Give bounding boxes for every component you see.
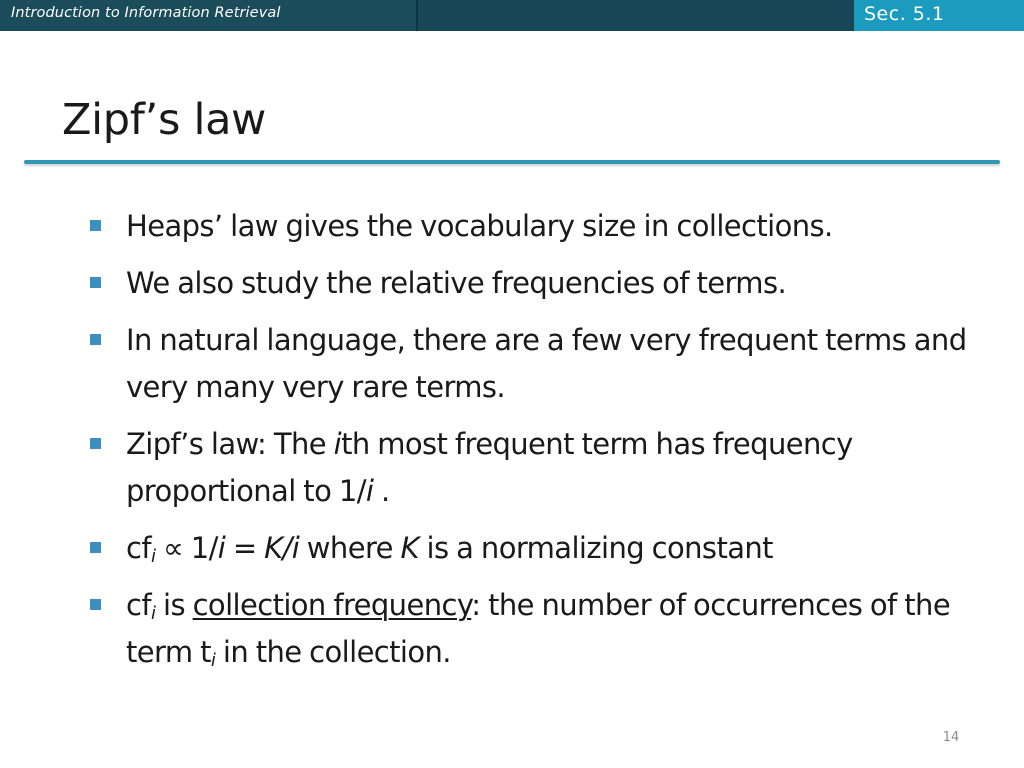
bullet-text-part: : the number of occurrences of the term t [126,588,951,669]
bullet-text-part: cf [126,531,151,565]
square-bullet-icon [90,334,101,345]
section-tag [854,0,1024,31]
underlined-term: collection frequency [192,588,472,622]
bullet-item-relative-frequencies [88,260,988,307]
bullet-item-collection-frequency [88,582,988,676]
bullet-text-italic: K [400,531,419,565]
bullet-item-heaps [88,203,988,250]
bullet-text-part: where [299,531,401,565]
bullet-text: In natural language, there are a few very frequent terms and very many very rare terms. [126,323,967,404]
bullet-text: We also study the relative frequencies of terms. [126,266,787,300]
header-band-middle [418,0,854,31]
bullet-item-formula [88,525,988,572]
slide-title: Zipf’s law [62,95,267,145]
bullet-text-part: cf [126,588,151,622]
page-number: 14 [942,730,960,745]
bullet-text-part: in the collection. [215,635,451,669]
course-title: Introduction to Information Retrieval [11,5,281,21]
bullet-text-part: . [373,474,390,508]
section-tag-label: Sec. 5.1 [864,3,945,25]
bullet-text-part: th most frequent term has frequency proportional to 1/ [126,427,853,508]
bullet-text-italic: i [333,427,342,461]
bullet-item-natural-language [88,317,988,411]
square-bullet-icon [90,542,101,553]
bullet-text: Heaps’ law gives the vocabulary size in collections. [126,209,833,243]
bullet-text-part: is [155,588,193,622]
bullet-text-italic: i [365,474,374,508]
bullet-text-part: Zipf’s law: The [126,427,334,461]
title-divider [24,160,1000,164]
bullet-item-zipfs-law [88,421,988,515]
square-bullet-icon [90,277,101,288]
header-band [0,0,1024,31]
square-bullet-icon [90,220,101,231]
square-bullet-icon [90,438,101,449]
bullet-text-part: is a normalizing constant [418,531,773,565]
subscript: i [150,603,156,624]
bullet-text-italic: i = K/i [217,531,300,565]
subscript: i [210,650,216,671]
bullet-text-part: ∝ 1/ [155,531,218,565]
square-bullet-icon [90,599,101,610]
subscript: i [150,546,156,567]
bullet-list [88,203,988,686]
